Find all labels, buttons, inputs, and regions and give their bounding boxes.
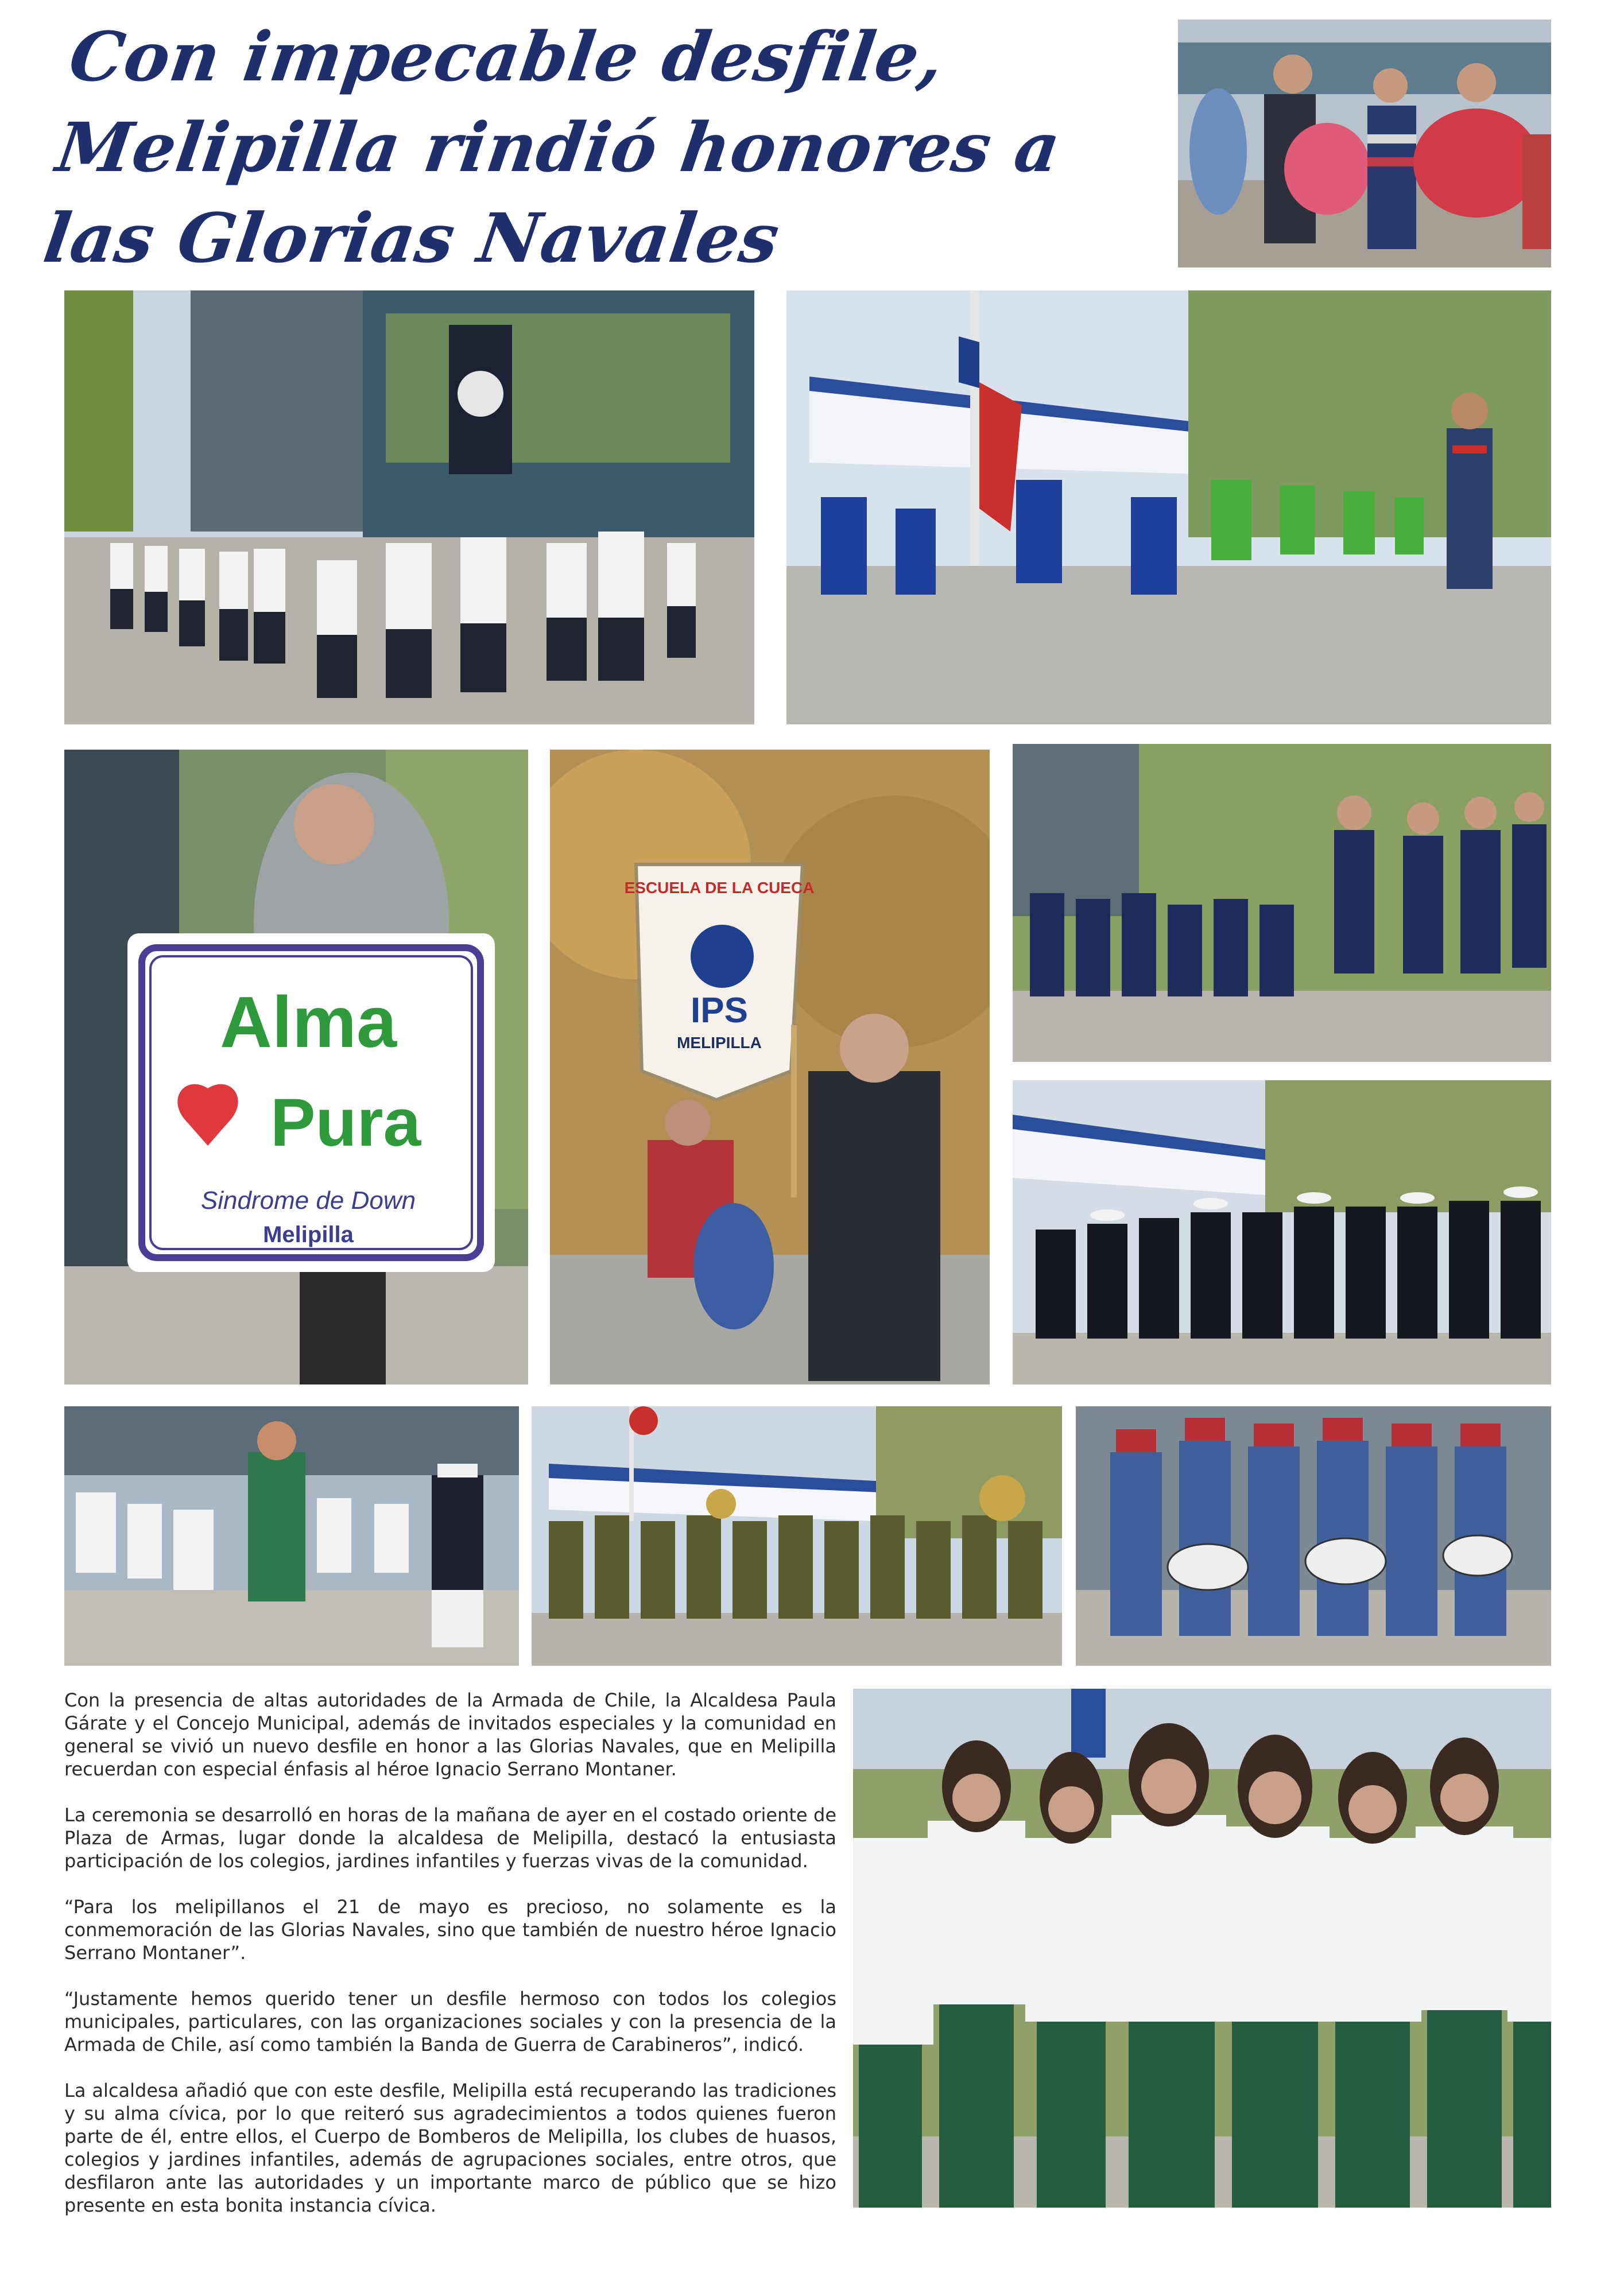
paragraph-5: La alcaldesa añadió que con este desfile, Melipilla está recuperando las tradiciones y su alma cívica, por lo que reiteró sus agradecimientos a todos quienes fueron parte de él, entre ellos, el Cuerpo de Bomberos de Melipilla, los clubes de huasos, colegios y jardines infantiles, además de agrupaciones sociales, entre otros, que desfilaron ante las autoridades y un importante marco de público que se hizo presente en esta bonita instancia cívica. [64, 2080, 836, 2216]
photo-ips-banner [550, 750, 990, 1384]
photo-students-white-jackets [853, 1689, 1551, 2208]
sign-line1: Alma [219, 982, 397, 1062]
banner-line3: MELIPILLA [677, 1034, 762, 1052]
photo-drum-band [1076, 1406, 1551, 1666]
sign-line3: Sindrome de Down [200, 1186, 416, 1215]
banner-line1: ESCUELA DE LA CUECA [624, 879, 815, 897]
paragraph-3: “Para los melipillanos el 21 de mayo es precioso, no solamente es la conmemoración de las Glorias Navales, sino que también de nuestro héroe Ignacio Serrano Montaner”. [64, 1896, 836, 1964]
photo-navy-cadets [1013, 1080, 1551, 1384]
article-title: Con impecable desfile, Melipilla rindió honores a las Glorias Navales [39, 17, 1065, 278]
paragraph-2: La ceremonia se desarrolló en horas de la mañana de ayer en el costado oriente de Plaza de Armas, lugar donde la alcaldesa de Melipilla, destacó la entusiasta participación de los colegios, jardines infantiles y fuerzas vivas de la comunidad. [64, 1804, 836, 1872]
sign-line4: Melipilla [263, 1222, 354, 1247]
paragraph-4: “Justamente hemos querido tener un desfile hermoso con todos los colegios municipales, particulares, con las organizaciones sociales y con la presencia de la Armada de Chile, así como también la Banda de Guerra de Carabineros”, indicó. [64, 1988, 836, 2055]
photo-school-kids-marching [64, 290, 754, 724]
photo-kindergarten-sailors [64, 1406, 519, 1666]
article-body [64, 1689, 836, 2240]
paragraph-1: Con la presencia de altas autoridades de la Armada de Chile, la Alcaldesa Paula Gárate y el Concejo Municipal, además de invitados especiales y la comunidad en general se vivió un nuevo desfile en honor a las Glorias Navales, que en Melipilla recuerdan con especial énfasis al héroe Ignacio Serrano Montaner. [64, 1689, 836, 1780]
photo-marching-flag [786, 290, 1551, 724]
photo-alma-pura-sign [64, 750, 528, 1384]
banner-line2: IPS [691, 991, 748, 1030]
photo-kids-navy-uniforms [1013, 744, 1551, 1062]
photo-army-band [532, 1406, 1062, 1666]
photo-cueca-dancers [1178, 20, 1551, 267]
sign-line2: Pura [270, 1085, 421, 1161]
